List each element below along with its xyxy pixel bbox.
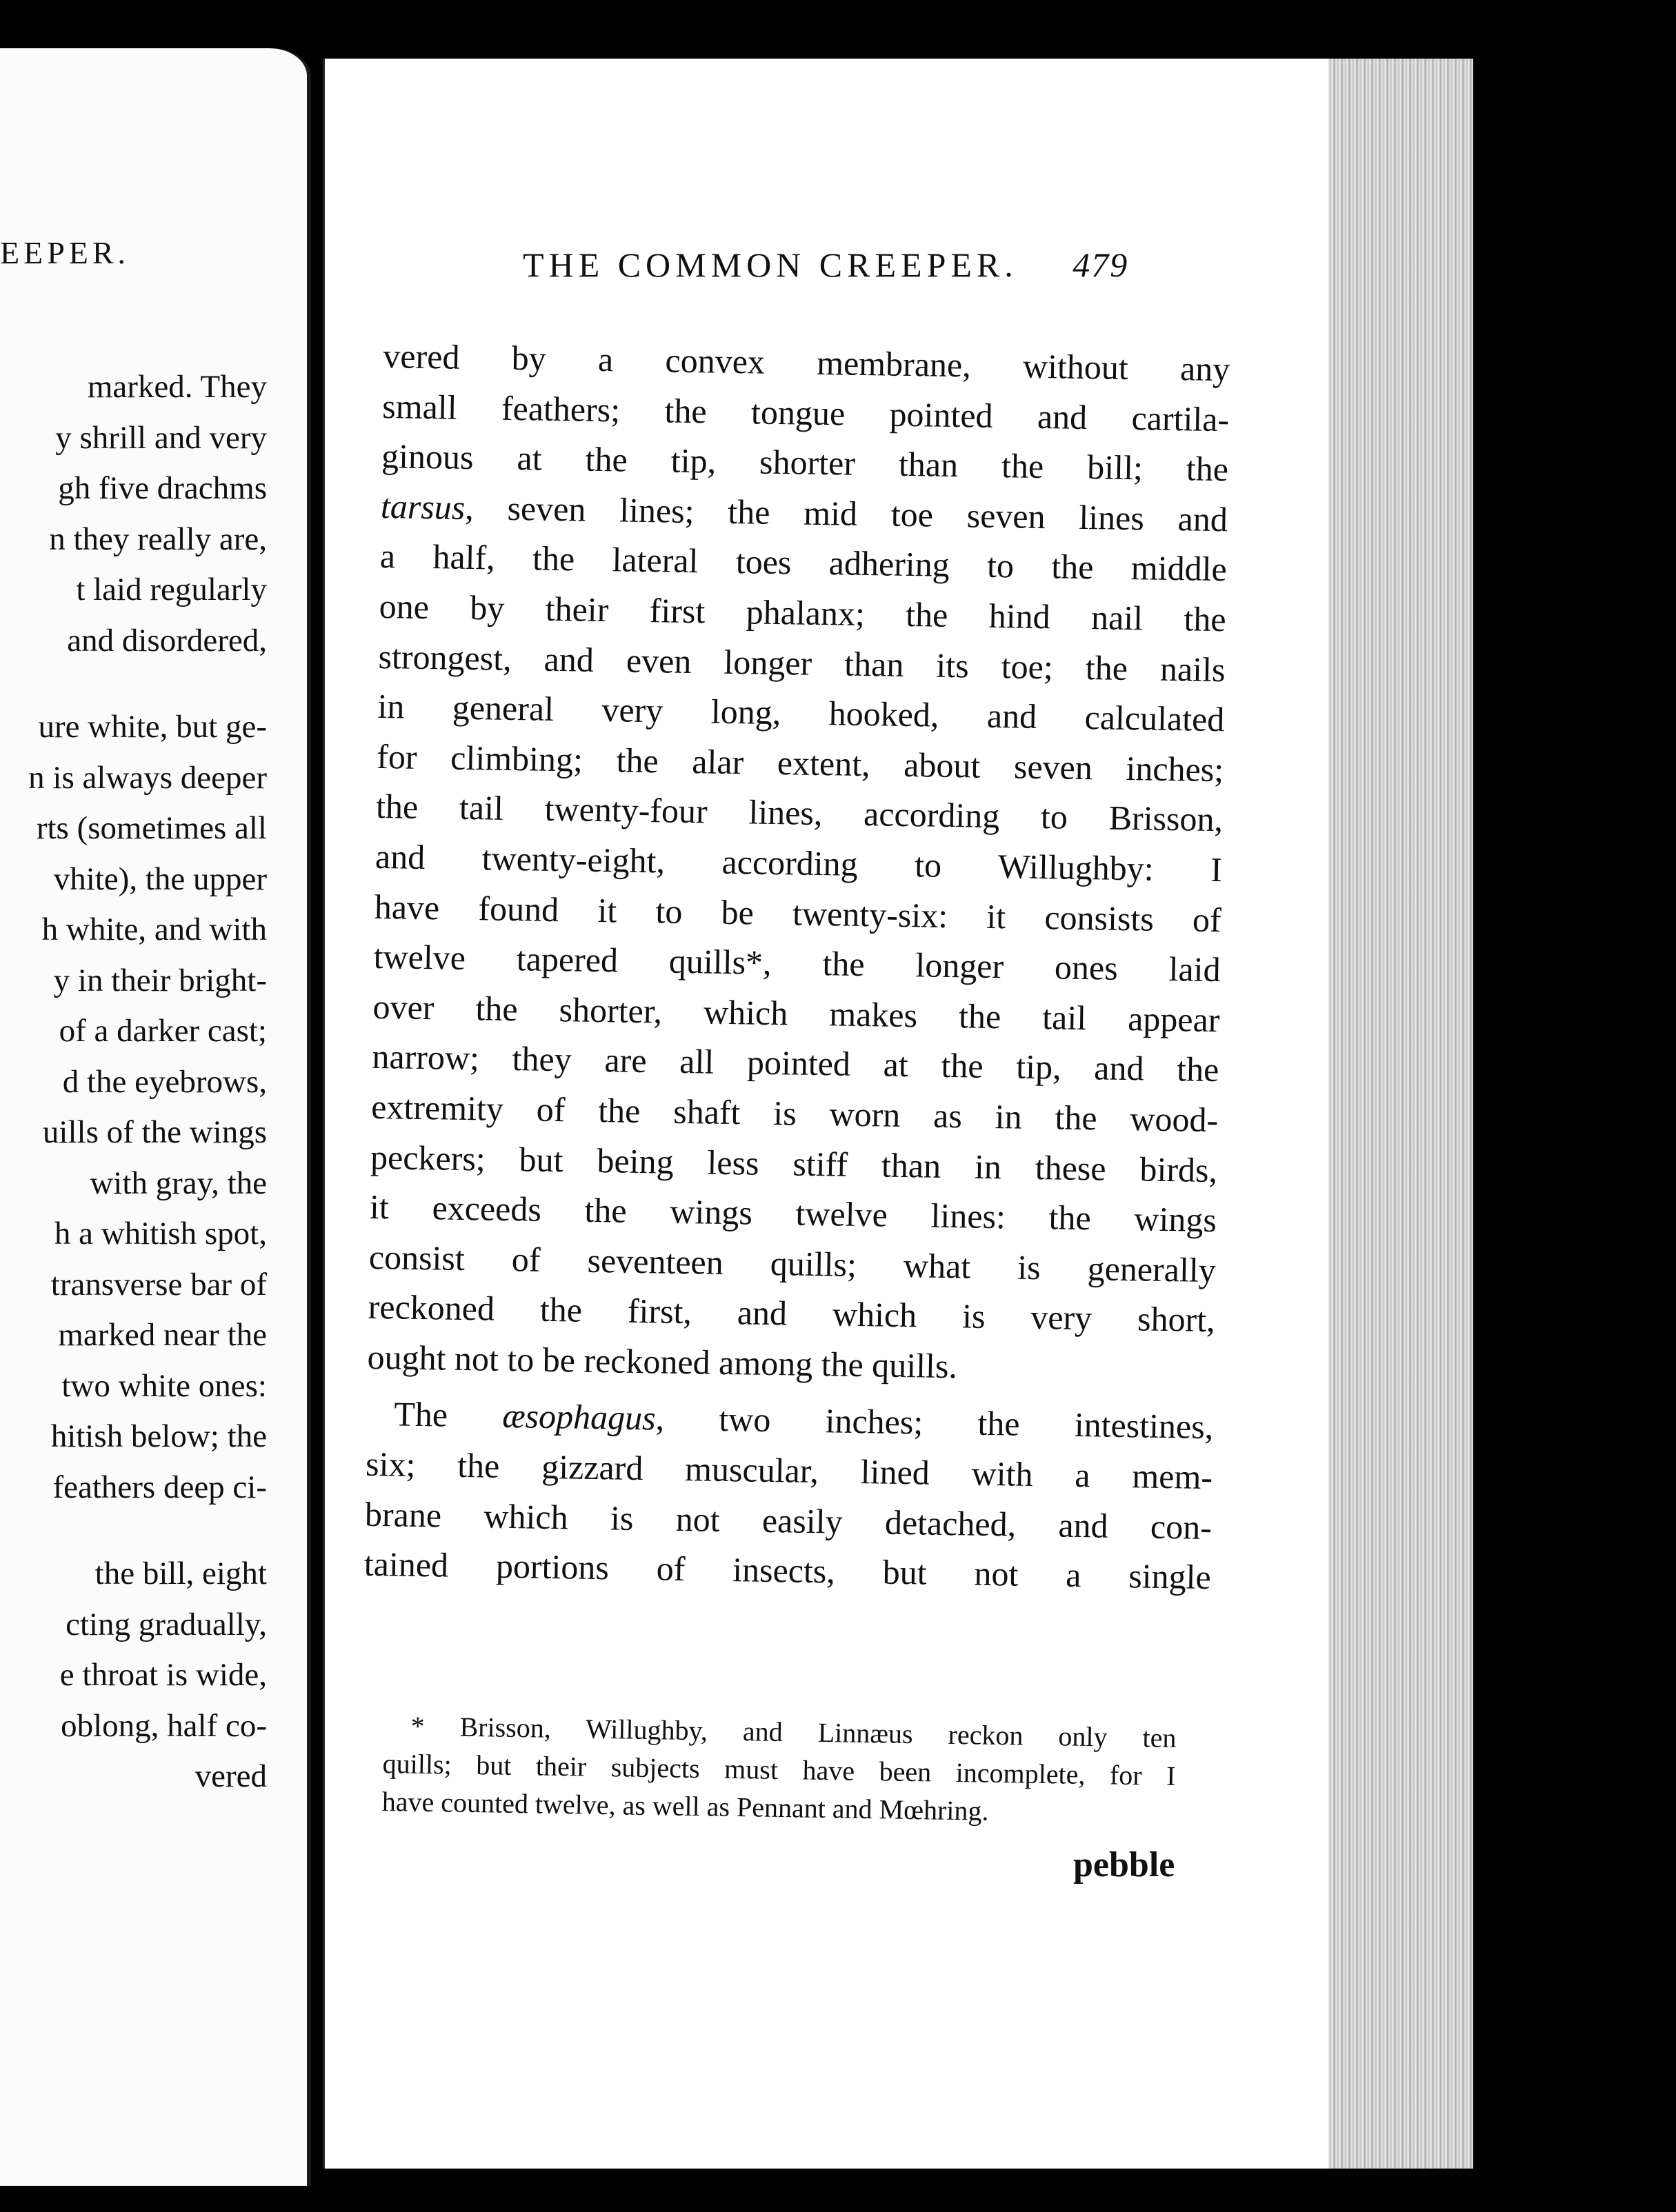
text-run: , two inches; the intestines, [655,1398,1214,1447]
text-line: quills; but their subjects must have been incomplete, for I [382,1747,1176,1792]
text-line: have counted twelve, as well as Pennant and Mœhring. [381,1785,989,1827]
text-line: twelve tapered quills*, the longer ones laid [373,937,1221,989]
text-line: a half, the lateral toes adhering to the middle [379,536,1228,589]
running-head [523,245,1419,285]
italic-term: tarsus [380,486,466,527]
footnote [381,1707,1176,1833]
left-line: the bill, eight [94,1556,267,1591]
text-line: the tail twenty-four lines, according to Brisson, [375,787,1224,839]
left-line: feathers deep ci- [52,1469,267,1505]
text-run: The [393,1394,503,1436]
text-line: one by their first phalanx; the hind nail the [379,586,1227,639]
text-line: extremity of the shaft is worn as in the wood- [370,1087,1219,1140]
left-line: rts (sometimes all [36,810,267,846]
text-line: six; the gizzard muscular, lined with a mem- [365,1444,1213,1497]
text-line: for climbing; the alar extent, about seven inches; [376,736,1224,789]
text-line: in general very long, hooked, and calculated [377,687,1225,739]
left-line [0,1513,267,1549]
left-line: oblong, half co- [61,1707,267,1744]
text-line: strongest, and even longer than its toe; the nails [378,636,1226,689]
catchword: pebble [1073,1845,1175,1884]
left-line: marked near the [58,1317,267,1353]
left-line: h white, and with [41,912,267,947]
left-page [0,48,311,2186]
text-line: over the shorter, which makes the tail appear [372,987,1220,1039]
text-line: peckers; but being less stiff than in these birds, [370,1137,1218,1189]
left-line: of a darker cast; [59,1013,267,1049]
left-line: e throat is wide, [59,1657,267,1693]
left-line: marked. They [87,369,267,405]
text-line: ought not to be reckoned among the quills. [367,1337,958,1386]
text-line: have found it to be twenty-six: it consists of [374,887,1222,939]
paragraph-1 [367,331,1230,1396]
left-line: n they really are, [49,521,267,557]
left-line: h a whitish spot, [54,1216,267,1251]
text-line: consist of seventeen quills; what is generally [368,1237,1217,1289]
body-text [363,331,1230,1602]
text-line: tained portions of insects, but not a single [363,1545,1212,1597]
left-line: uills of the wings [42,1114,267,1150]
left-line: and disordered, [67,622,267,658]
left-page-text [0,362,267,1802]
text-line: small feathers; the tongue pointed and cartila- [381,386,1230,439]
text-run: , seven lines; the mid toe seven lines and [464,487,1228,539]
left-line: two white ones: [61,1367,267,1404]
left-line: y in their bright- [53,962,267,998]
text-line: and twenty-eight, according to Willughby: I [375,836,1223,889]
left-line: n is always deeper [28,759,267,796]
text-line: ginous at the tip, shorter than the bill; the [381,436,1229,489]
left-line: d the eyebrows, [62,1063,267,1100]
italic-term: æsophagus [501,1396,657,1438]
paragraph-2 [363,1389,1213,1602]
left-line [0,666,267,702]
text-line: brane which is not easily detached, and con- [364,1494,1213,1547]
left-line: vered [194,1758,267,1794]
text-line: vered by a convex membrane, without any [382,336,1230,389]
left-line: gh five drachms [58,470,267,506]
left-line: with gray, the [90,1165,267,1201]
text-line: it exceeds the wings twelve lines: the wings [369,1187,1217,1240]
left-line: transverse bar of [50,1266,267,1303]
left-running-head: EEPER. [0,235,130,270]
text-line: narrow; they are all pointed at the tip, and the [372,1037,1219,1089]
page-number: 479 [1073,245,1129,284]
left-line: t laid regularly [76,572,267,607]
left-line: cting gradually, [66,1606,267,1642]
left-line: y shrill and very [55,419,267,456]
running-head-title: THE COMMON CREEPER. [523,245,1018,284]
text-line: reckoned the first, and which is very short, [368,1287,1216,1340]
left-line: hitish below; the [50,1418,267,1454]
left-line: ure white, but ge- [38,709,267,745]
right-page [323,59,1473,2169]
left-line: vhite), the upper [53,861,267,897]
text-line: * Brisson, Willughby, and Linnæus reckon only ten [410,1710,1177,1754]
page-edge [1328,59,1473,2169]
